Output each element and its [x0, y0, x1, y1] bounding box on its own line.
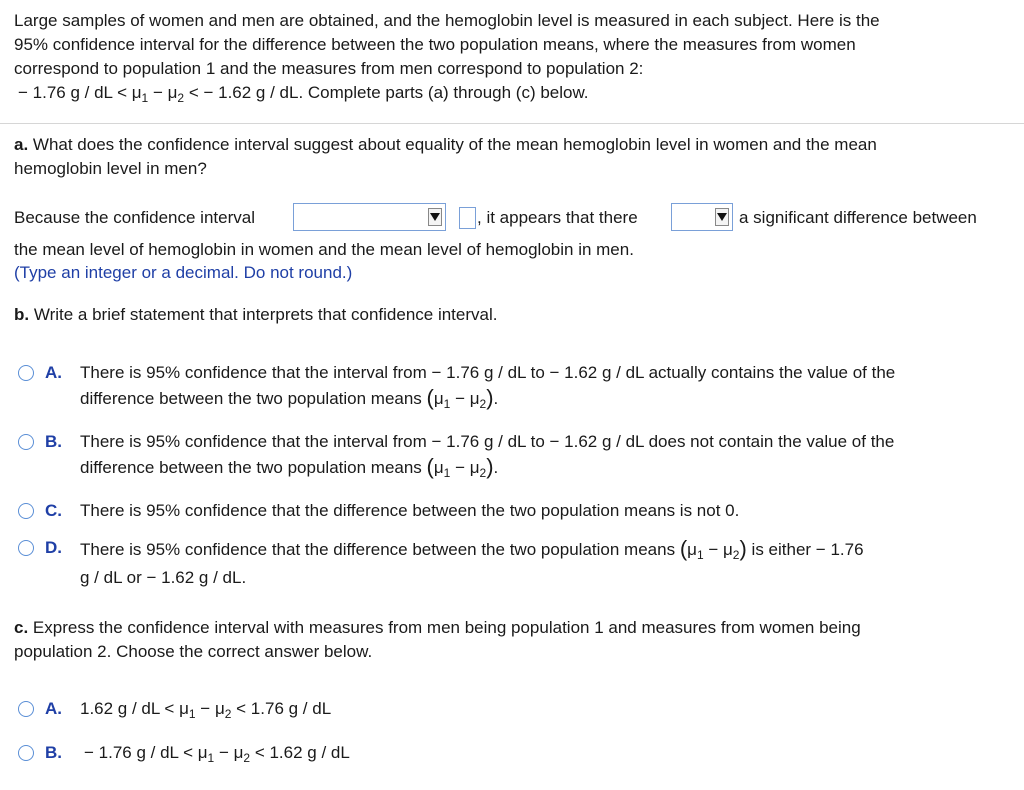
is-isnot-dropdown[interactable]	[671, 203, 733, 231]
dropdown-arrow-icon[interactable]	[715, 208, 729, 226]
part-b-option-b-letter: B.	[45, 432, 62, 451]
part-a-sentence-end: a significant difference between	[739, 208, 977, 227]
part-c-option-a-text[interactable]: 1.62 g / dL < $\mu_1 - \mu_2 < 1.76$ g / dL	[80, 699, 332, 721]
part-b-option-b-line-2[interactable]: difference between the two population means $(\mu_1 - \mu_2)$.	[80, 454, 499, 480]
problem-line-3: correspond to population 1 and the measures from men correspond to population 2:	[14, 59, 644, 78]
part-b-option-c-letter: C.	[45, 501, 62, 520]
part-b-option-b-radio[interactable]	[18, 434, 34, 450]
part-a-question-line-1: a. What does the confidence interval suggest about equality of the mean hemoglobin level in women and the mean	[14, 135, 877, 154]
interval-contains-dropdown[interactable]	[293, 203, 446, 231]
part-b-option-c-radio[interactable]	[18, 503, 34, 519]
part-b-option-a-line-1[interactable]: There is 95% confidence that the interval from − 1.76 g / dL to − 1.62 g / dL actually contains the value of the	[80, 363, 896, 382]
part-c-option-b-text[interactable]: − 1.76 g / dL < $\mu_1 - \mu_2 < 1.62$ g / dL	[84, 743, 350, 765]
part-a-sentence-start: Because the confidence interval	[14, 208, 255, 227]
part-b-option-c-line-1[interactable]: There is 95% confidence that the difference between the two population means is not 0.	[80, 501, 740, 520]
dropdown-arrow-icon[interactable]	[428, 208, 442, 226]
value-input[interactable]	[459, 207, 476, 229]
problem-line-2: 95% confidence interval for the difference between the two population means, where the measures from women	[14, 35, 856, 54]
part-c-option-a-letter: A.	[45, 699, 62, 718]
part-c-question-line-1: c. Express the confidence interval with measures from men being population 1 and measures from women being	[14, 618, 861, 637]
part-b-option-a-letter: A.	[45, 363, 62, 382]
part-b-question: b. Write a brief statement that interprets that confidence interval.	[14, 305, 498, 324]
section-divider	[0, 123, 1024, 124]
part-a-sentence-mid: , it appears that there	[477, 208, 638, 227]
part-c-option-a-radio[interactable]	[18, 701, 34, 717]
problem-interval: − 1.76 g / dL < $\mu_1 - \mu_2$ < − 1.62 g / dL. Complete parts (a) through (c) below.	[18, 83, 589, 105]
part-b-option-a-radio[interactable]	[18, 365, 34, 381]
part-b-option-b-line-1[interactable]: There is 95% confidence that the interval from − 1.76 g / dL to − 1.62 g / dL does not contain the value of the	[80, 432, 895, 451]
part-b-option-d-radio[interactable]	[18, 540, 34, 556]
part-c-question-line-2: population 2. Choose the correct answer below.	[14, 642, 373, 661]
part-a-sentence-line-2: the mean level of hemoglobin in women and the mean level of hemoglobin in men.	[14, 240, 634, 259]
part-c-option-b-letter: B.	[45, 743, 62, 762]
part-b-option-d-letter: D.	[45, 538, 62, 557]
part-c-option-b-radio[interactable]	[18, 745, 34, 761]
part-b-option-d-line-1[interactable]: There is 95% confidence that the difference between the two population means $(\mu_1 - \mu_2)$ is either − 1.76	[80, 536, 864, 562]
part-a-hint: (Type an integer or a decimal. Do not round.)	[14, 263, 353, 282]
problem-line-1: Large samples of women and men are obtained, and the hemoglobin level is measured in each subject. Here is the	[14, 11, 880, 30]
part-a-question-line-2: hemoglobin level in men?	[14, 159, 207, 178]
part-b-option-d-line-2[interactable]: g / dL or − 1.62 g / dL.	[80, 568, 247, 587]
part-b-option-a-line-2[interactable]: difference between the two population means $(\mu_1 - \mu_2)$.	[80, 385, 499, 411]
